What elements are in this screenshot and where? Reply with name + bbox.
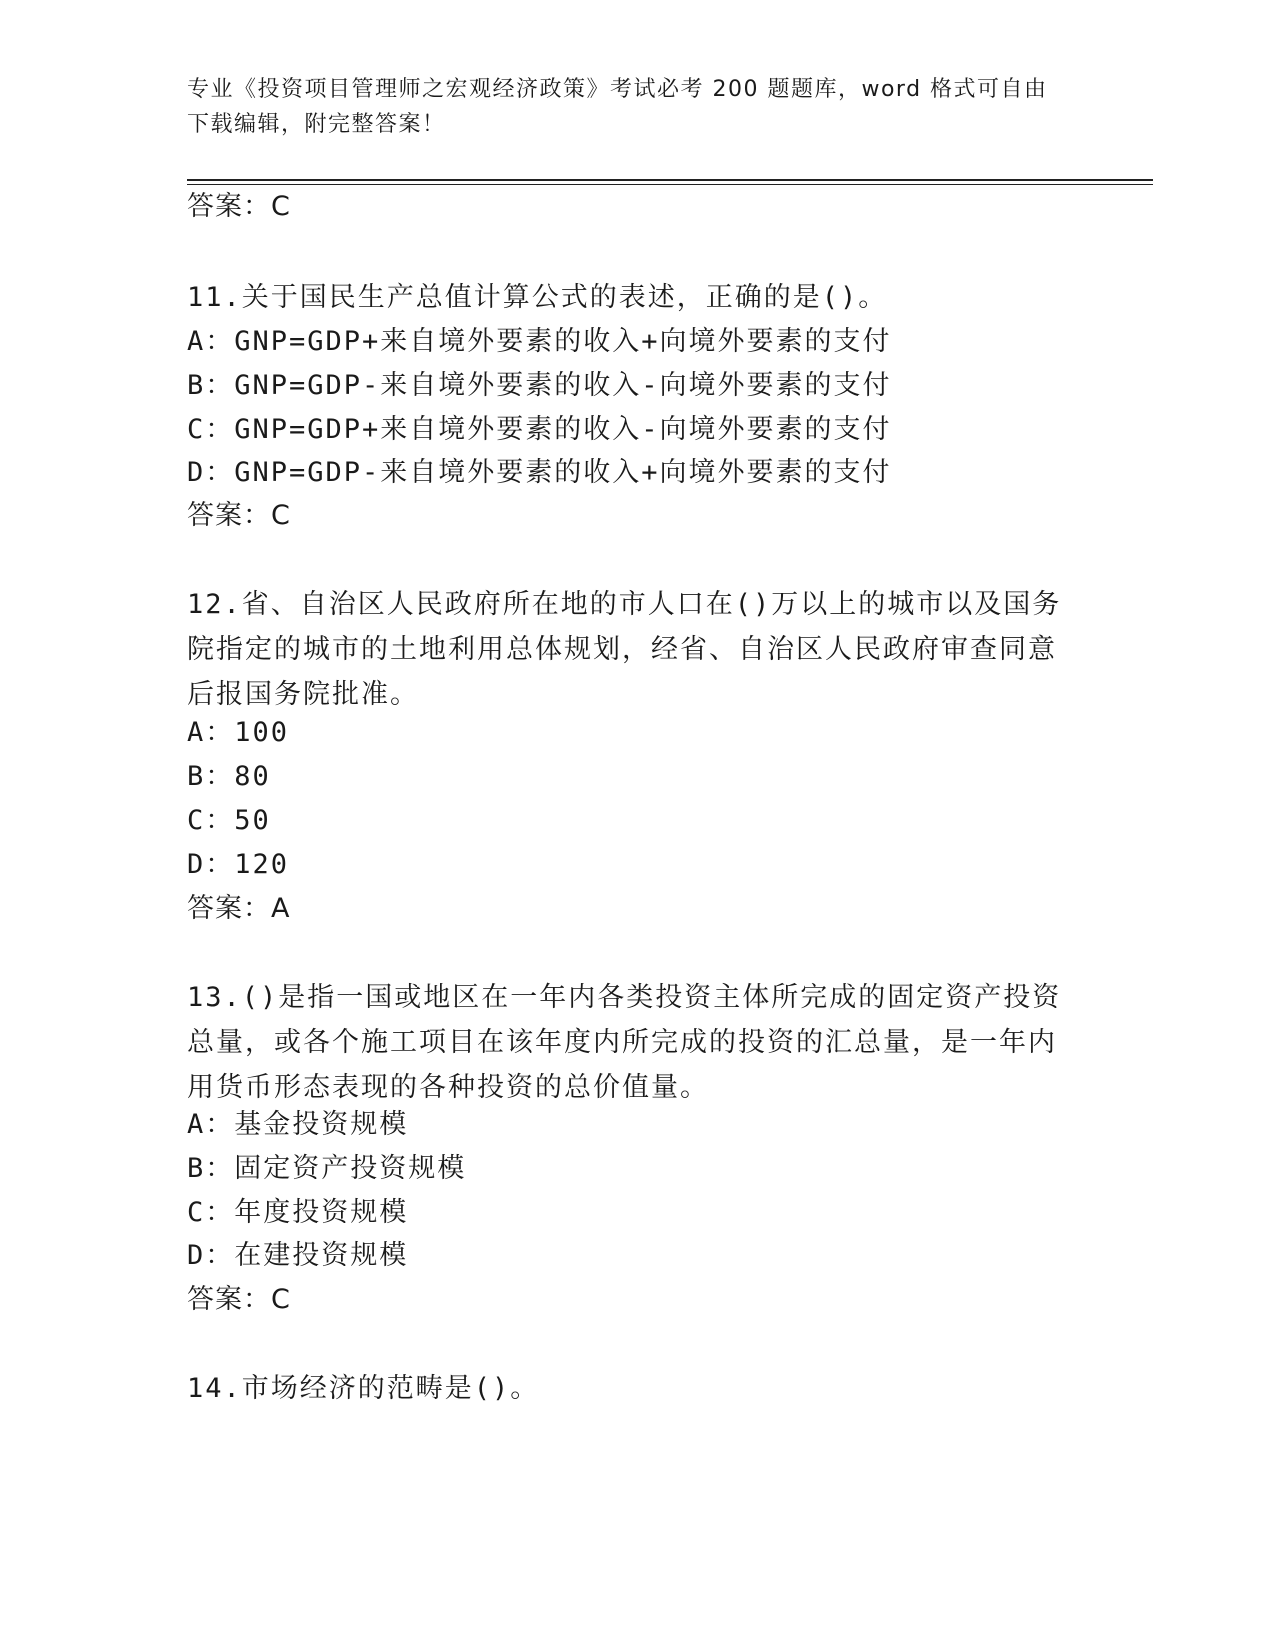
question-11-stem: 11.关于国民生产总值计算公式的表述，正确的是()。 [187,282,888,313]
page-header: 专业《投资项目管理师之宏观经济政策》考试必考 200 题题库，word 格式可自由下载编辑，附完整答案！ [187,77,1048,137]
question-12-stem: 12.省、自治区人民政府所在地的市人口在()万以上的城市以及国务院指定的城市的土地利用总体规划，经省、自治区人民政府审查同意后报国务院批准。 [187,589,1062,710]
question-13-option-c: C：年度投资规模 [187,1197,409,1228]
question-12-option-d: D：120 [187,849,290,880]
question-13-option-a: A：基金投资规模 [187,1109,409,1140]
question-11-option-b: B：GNP=GDP-来自境外要素的收入-向境外要素的支付 [187,370,892,401]
question-13-option-d: D：在建投资规模 [187,1240,409,1271]
previous-answer: 答案：C [187,191,291,222]
question-11-option-a: A：GNP=GDP+来自境外要素的收入+向境外要素的支付 [187,326,892,357]
question-13-answer: 答案：C [187,1284,291,1315]
question-13-option-b: B：固定资产投资规模 [187,1153,467,1184]
question-12-option-a: A：100 [187,717,290,748]
question-11-option-c: C：GNP=GDP+来自境外要素的收入-向境外要素的支付 [187,414,892,445]
question-12-answer: 答案：A [187,893,291,924]
header-divider-thin [187,184,1153,185]
header-divider-thick [187,179,1153,181]
question-11-answer: 答案：C [187,500,291,531]
question-13-stem: 13.()是指一国或地区在一年内各类投资主体所完成的固定资产投资总量，或各个施工项目在该年度内所完成的投资的汇总量，是一年内用货币形态表现的各种投资的总价值量。 [187,982,1062,1103]
question-12-option-c: C：50 [187,805,271,836]
question-14-stem: 14.市场经济的范畴是()。 [187,1373,540,1404]
question-11-option-d: D：GNP=GDP-来自境外要素的收入+向境外要素的支付 [187,457,892,488]
question-12-option-b: B：80 [187,761,271,792]
